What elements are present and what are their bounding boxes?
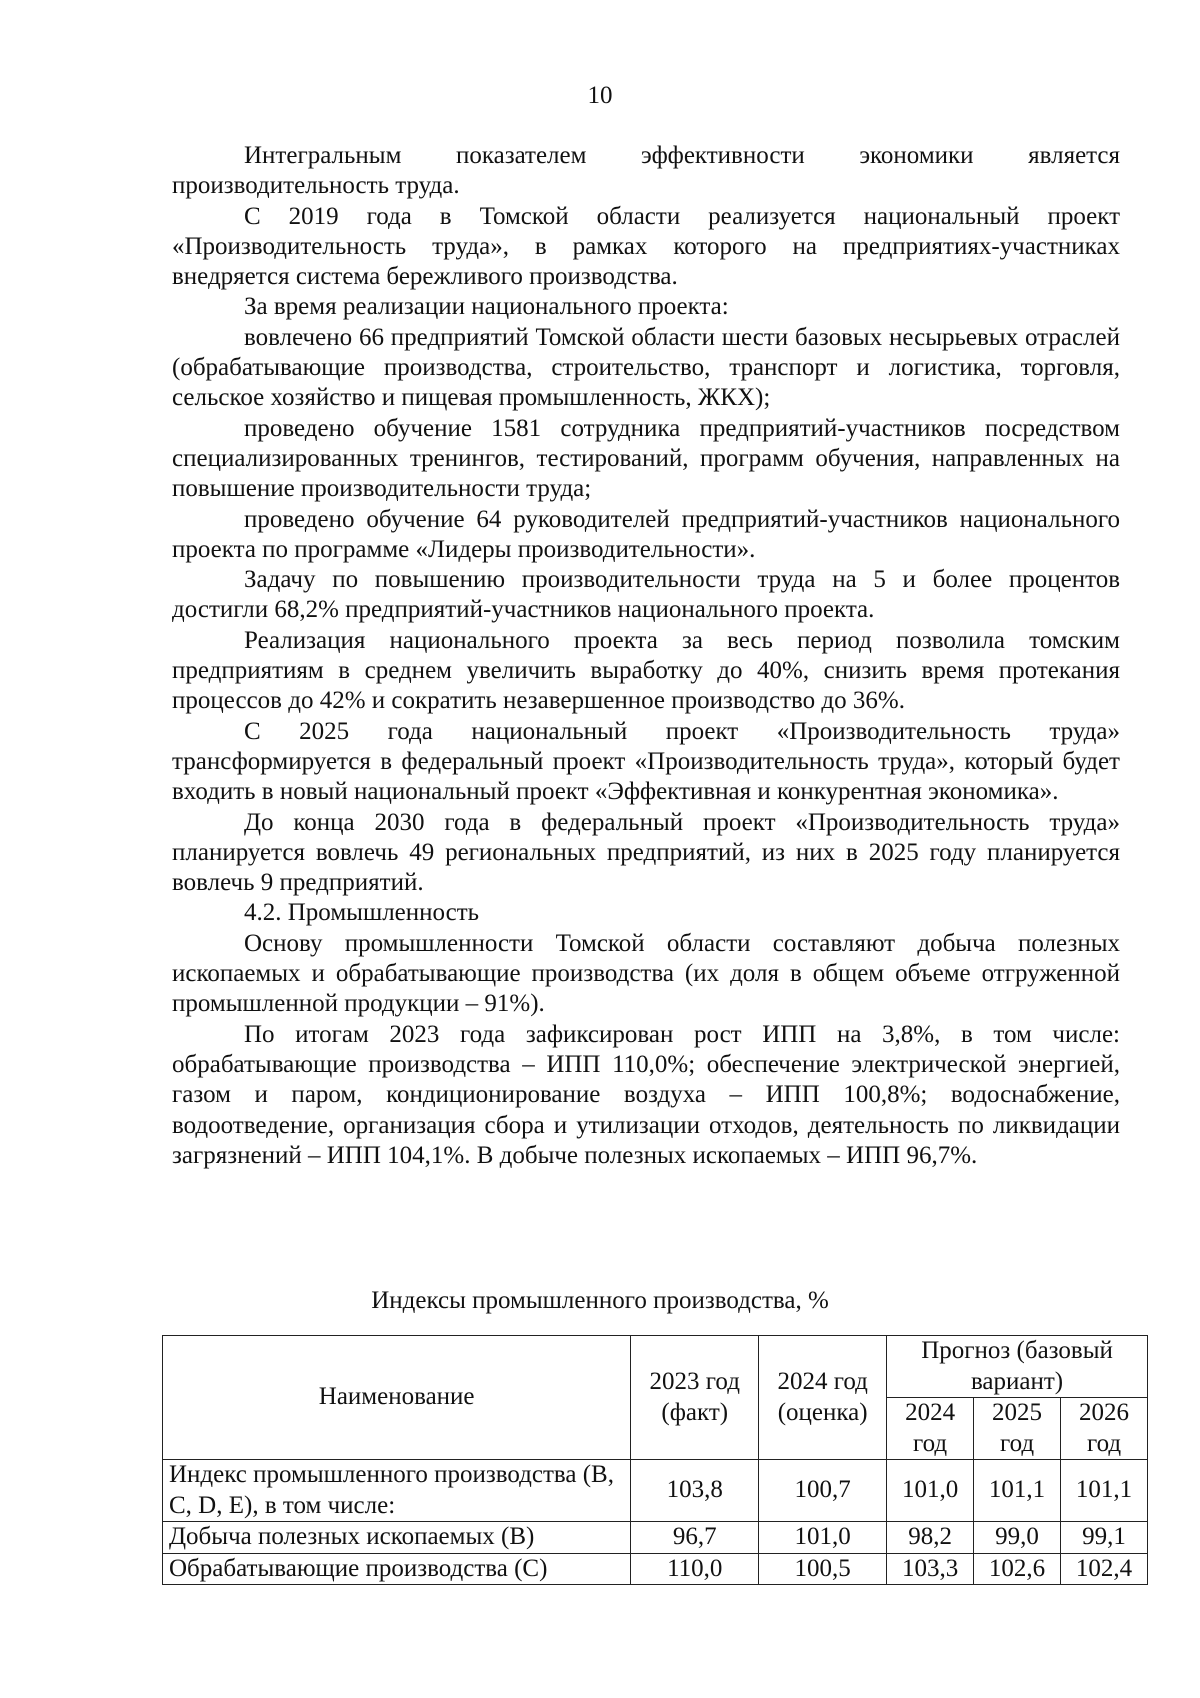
cell-forecast-2025: 99,0: [974, 1522, 1061, 1554]
header-2023: 2023 год (факт): [631, 1336, 759, 1460]
cell-2023: 110,0: [631, 1553, 759, 1585]
cell-2023: 103,8: [631, 1460, 759, 1522]
paragraph: По итогам 2023 года зафиксирован рост ИПП на 3,8%, в том числе: обрабатывающие производства – ИПП 110,0%; обеспечение электрической энергией, газом и паром, кондиционирование воздуха – ИПП 100,8%; водоснабжение, водоотведение, организация сбора и утилизации отходов, деятельность по ликвидации загрязнений – ИПП 104,1%. В добыче полезных ископаемых – ИПП 96,7%.: [172, 1020, 1120, 1169]
paragraph: Интегральным показателем эффективности экономики является производительность труда.: [172, 142, 1120, 200]
paragraph: вовлечено 66 предприятий Томской области шести базовых несырьевых отраслей (обрабатывающие производства, строительство, транспорт и логистика, торговля, сельское хозяйство и пищевая промышленность, ЖКХ);: [172, 323, 1120, 412]
paragraph: проведено обучение 64 руководителей предприятий-участников национального проекта по программе «Лидеры производительности».: [172, 505, 1120, 563]
row-name: Индекс промышленного производства (B, C, D, E), в том числе:: [163, 1460, 631, 1522]
table-caption: Индексы промышленного производства, %: [371, 1287, 829, 1314]
table-row: [163, 1460, 1148, 1522]
header-name: Наименование: [163, 1336, 631, 1460]
table-row: [163, 1553, 1148, 1585]
section-heading: 4.2. Промышленность: [244, 899, 480, 927]
paragraph: До конца 2030 года в федеральный проект «Производительность труда» планируется вовлечь 49 региональных предприятий, из них в 2025 году планируется вовлечь 9 предприятий.: [172, 808, 1120, 897]
row-name: Добыча полезных ископаемых (B): [163, 1522, 631, 1554]
cell-forecast-2025: 101,1: [974, 1460, 1061, 1522]
paragraph: Реализация национального проекта за весь период позволила томским предприятиям в среднем увеличить выработку до 40%, снизить время протекания процессов до 42% и сократить незавершенное производство до 36%.: [172, 626, 1120, 715]
production-index-table: [162, 1335, 1148, 1585]
cell-2023: 96,7: [631, 1522, 759, 1554]
table-header-row: [163, 1336, 1148, 1398]
header-forecast-2025: 2025 год: [974, 1398, 1061, 1460]
paragraph: С 2019 года в Томской области реализуется национальный проект «Производительность труда», в рамках которого на предприятиях-участниках внедряется система бережливого производства.: [172, 202, 1120, 291]
table-row: [163, 1522, 1148, 1554]
cell-forecast-2026: 99,1: [1061, 1522, 1148, 1554]
cell-forecast-2026: 101,1: [1061, 1460, 1148, 1522]
cell-2024: 100,5: [759, 1553, 887, 1585]
cell-forecast-2024: 101,0: [887, 1460, 974, 1522]
page-number: 10: [587, 82, 613, 109]
paragraph: Задачу по повышению производительности труда на 5 и более процентов достигли 68,2% предприятий-участников национального проекта.: [172, 566, 1120, 624]
body-text: [172, 141, 1120, 1171]
header-2024: 2024 год (оценка): [759, 1336, 887, 1460]
paragraph: За время реализации национального проекта:: [244, 293, 729, 321]
paragraph: С 2025 года национальный проект «Производительность труда» трансформируется в федеральный проект «Производительность труда», который будет входить в новый национальный проект «Эффективная и конкурентная экономика».: [172, 717, 1120, 806]
header-forecast-2026: 2026 год: [1061, 1398, 1148, 1460]
cell-forecast-2025: 102,6: [974, 1553, 1061, 1585]
header-forecast-2024: 2024 год: [887, 1398, 974, 1460]
row-name: Обрабатывающие производства (C): [163, 1553, 631, 1585]
header-forecast: Прогноз (базовый вариант): [887, 1336, 1148, 1398]
cell-forecast-2024: 103,3: [887, 1553, 974, 1585]
paragraph: проведено обучение 1581 сотрудника предприятий-участников посредством специализированных тренингов, тестирований, программ обучения, направленных на повышение производительности труда;: [172, 414, 1120, 503]
paragraph: Основу промышленности Томской области составляют добыча полезных ископаемых и обрабатывающие производства (их доля в общем объеме отгруженной промышленной продукции – 91%).: [172, 929, 1120, 1018]
cell-2024: 101,0: [759, 1522, 887, 1554]
cell-forecast-2026: 102,4: [1061, 1553, 1148, 1585]
cell-forecast-2024: 98,2: [887, 1522, 974, 1554]
cell-2024: 100,7: [759, 1460, 887, 1522]
